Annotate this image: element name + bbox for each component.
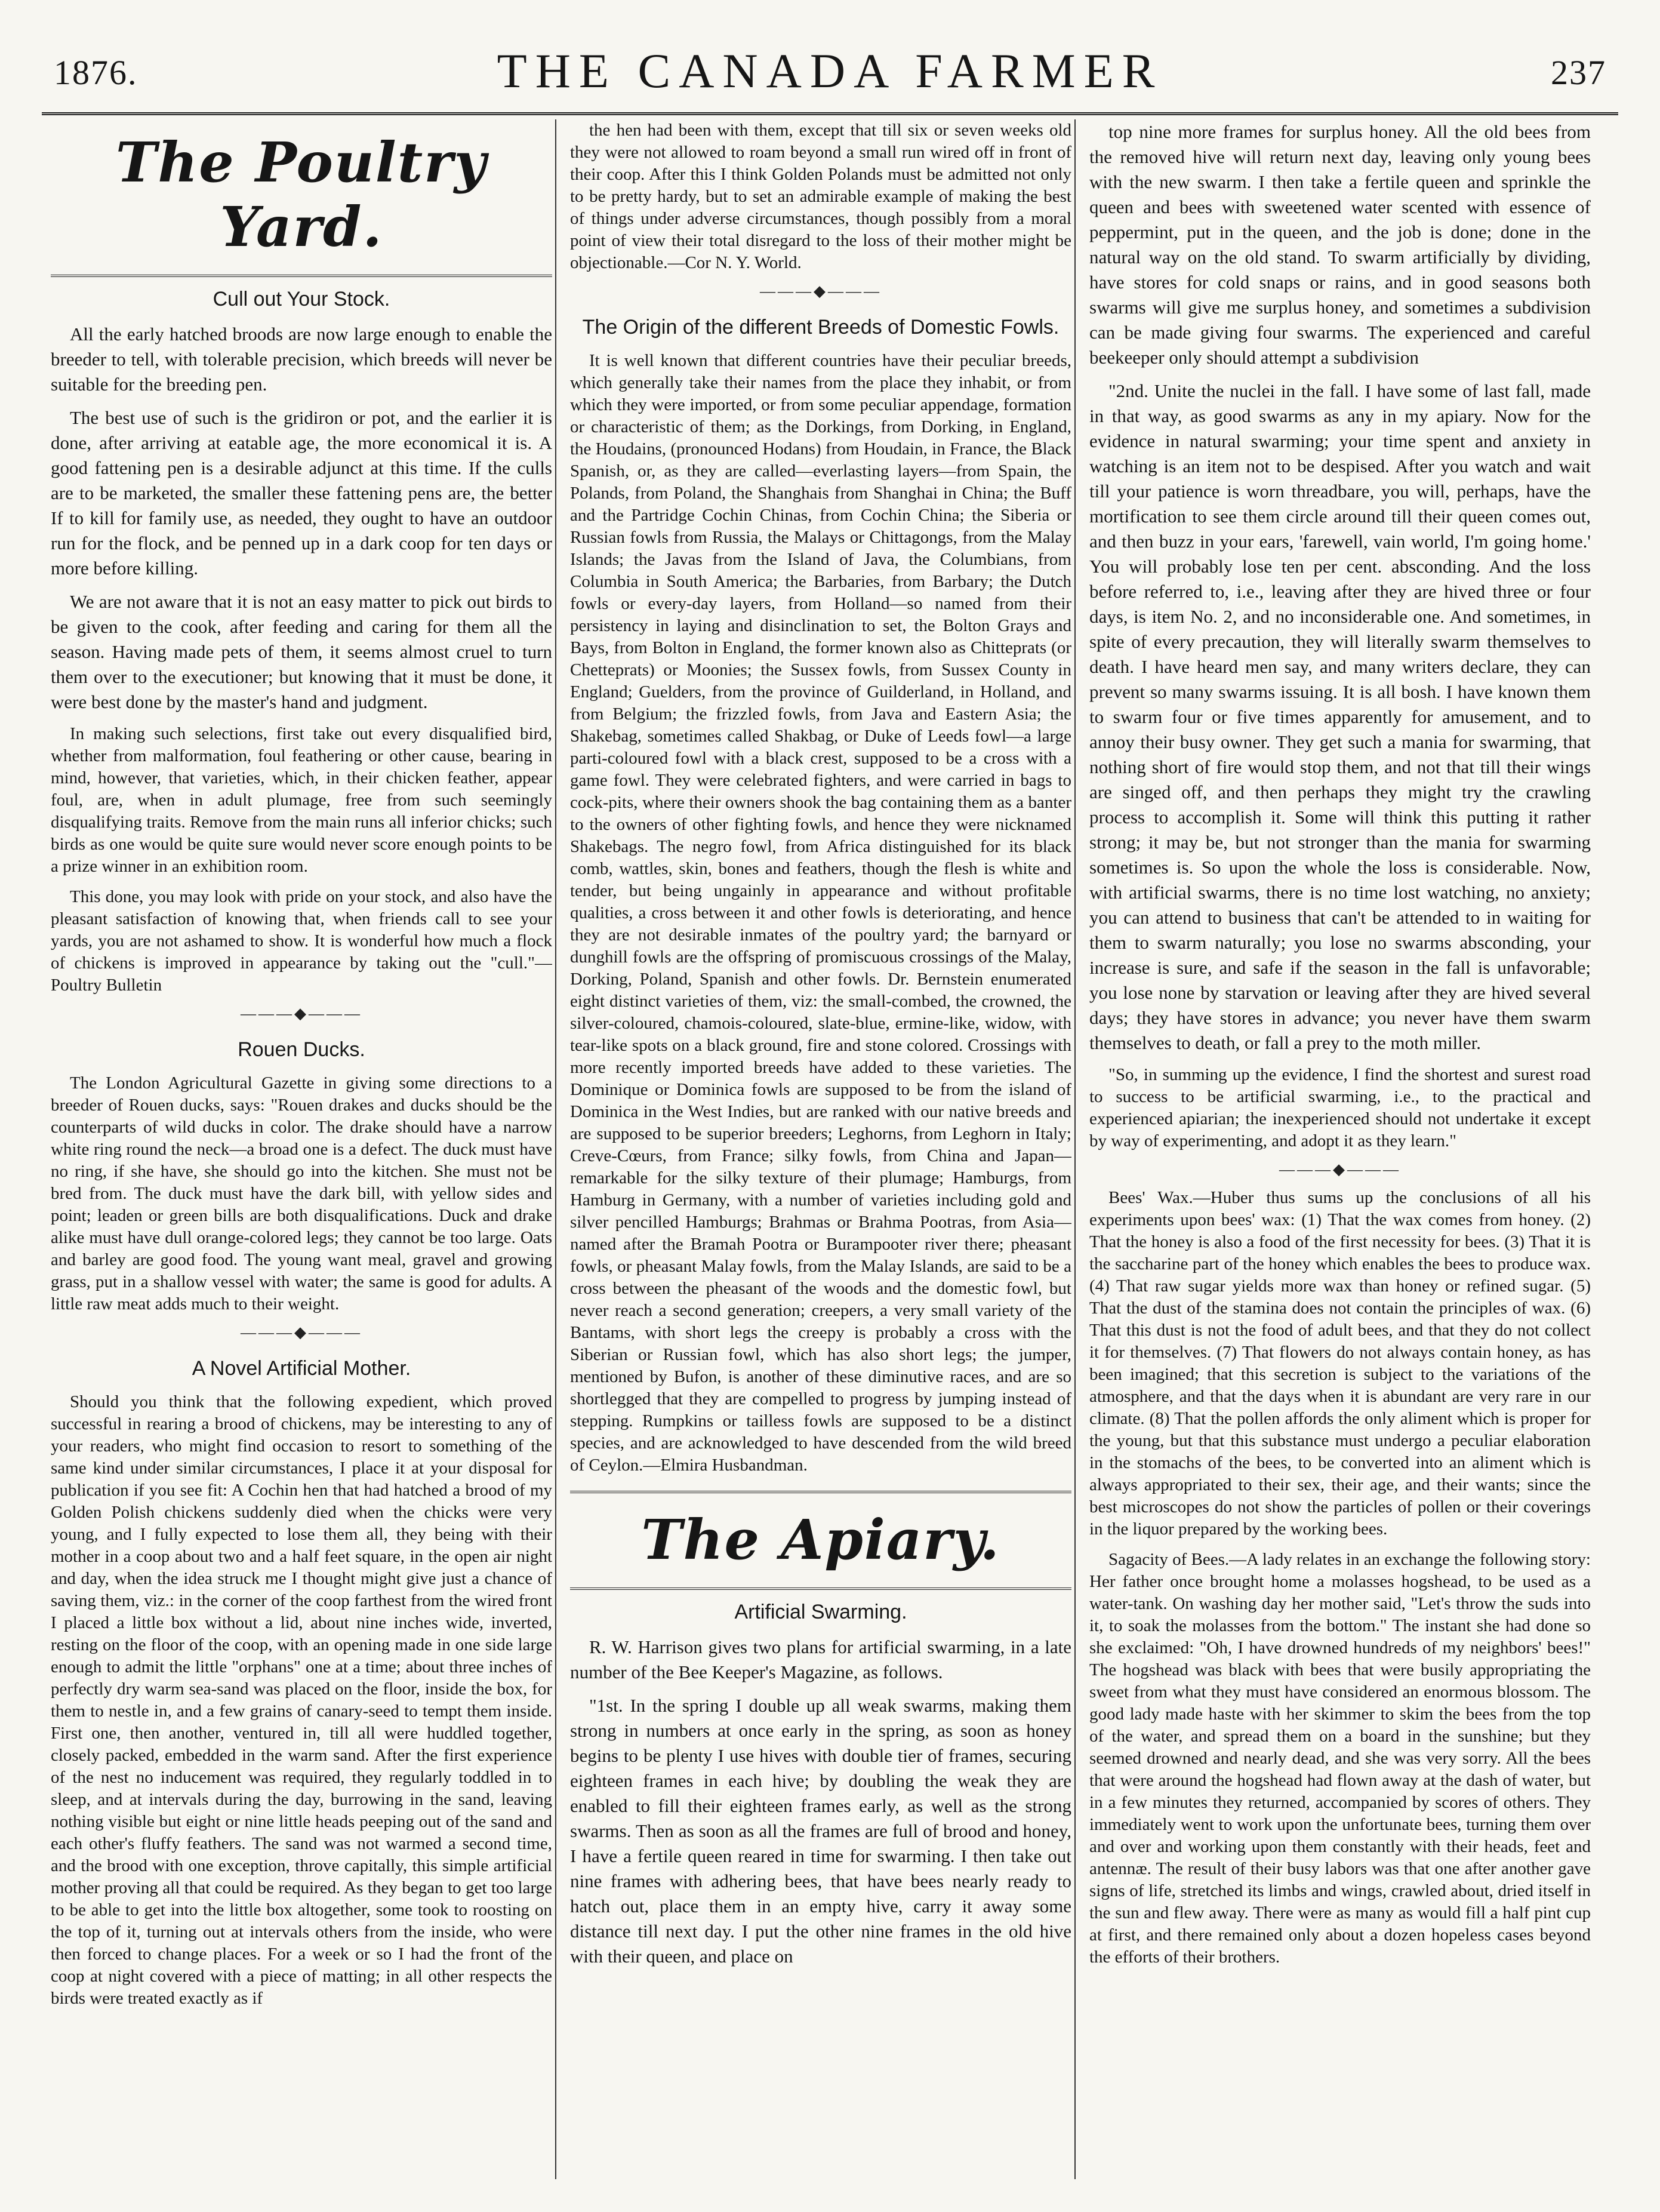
article-title-rouen-ducks: Rouen Ducks.	[238, 1038, 365, 1061]
paragraph-bees-wax: Bees' Wax.—Huber thus sums up the conclusions of all his experiments upon bees' wax: (1) That the wax comes from honey. (2) That the honey is also a food of the first necessity for bees. (3) That it is the saccharine part of the honey which enables the bees to produce wax. (4) That raw sugar yields more wax than honey or refined sugar. (5) That the dust of the stamina does not contain the principles of wax. (6) That this dust is not the food of adult bees, and that they do not collect it for themselves. (7) That flowers do not always contain honey, as has been imagined; that this secretion is subject to the variations of the atmosphere, and that the days when it is abundant are very rare in our climate. (8) That the pollen affords the only aliment which is proper for the young, but that this substance must undergo a peculiar elaboration in the stomachs of the bees, to be converted into an aliment which is always appropriated to their sex, their age, and their wants; since the best microscopes do not show the particles of pollen or their coverings in the liquor prepared by the working bees.	[1089, 1188, 1591, 1539]
paragraph: It is well known that different countries have their peculiar breeds, which generally take their names from the place they inhabit, or from which they were imported, or from some peculiar appendage, formation or characteristic of them; as the Dorkings, from Dorking, in England, the Houdains, (pronounced Hodans) from Houdain, in France, the Black Spanish, or, as they are called—everlasting layers—from Spain, the Polands, from Poland, the Shanghais from Shanghai in China; the Buff and the Partridge Cochin Chinas, from Cochin China; the Siberia or Russian fowls from Russia, the Malays or Chittagongs, from the Malay Islands; the Javas from the Island of Java, the Columbians, from Columbia in South America; the Barbaries, from Barbary; the Dutch fowls or every-day layers, from Holland—so named from their persistency in laying and disinclination to set, the Bolton Grays and Bays, from Bolton in England, the former known also as Chitteprats (or Chetteprats) or Moonies; the Sussex fowls, from Sussex County in England; Guelders, from the province of Guilderland, in Holland, and from Belgium; the frizzled fowls, from Java and Eastern Asia; the Shakebag, sometimes called Shakbag, or Duke of Leeds fowl—a large parti-coloured fowl with a black crest, supposed to be a cross with a game fowl. They were celebrated fighters, and were carried in bags to cock-pits, where their owners shook the bag containing them as a banter to the owners of other fighting fowls, and hence they were nicknamed Shakebags. The negro fowl, from Africa distinguished for its black comb, wattles, skin, bones and feathers, though the flesh is white and tender, but being ungainly in appearance and without profitable qualities, a cross between it and other fowls is deteriorating, and hence they are not desirable inmates of the poultry yard; the barnyard or dunghill fowls are the offspring of promiscuous crossings of the Malay, Dorking, Poland, Spanish and other fowls. Dr. Bernstein enumerated eight distinct varieties of them, viz: the small-combed, the crowned, the silver-coloured, chamois-coloured, slate-blue, ermine-like, widow, with tear-like spots on a black ground, fire and stone colored. Crossings with more recently imported breeds have added to these varieties. The Dominique or Dominica fowls are supposed to be from the island of Dominica in the West Indies, but are ranked with our native breeds and are supposed to be superior breeders; Leghorns, from Leghorn in Italy; Creve-Cœurs, from France; silky fowls, from China and Japan—remarkable for the silky texture of their plumage; Hamburgs, from Hamburg in Germany, with a number of varieties including gold and silver pencilled Hamburgs; Brahmas or Brahma Pootras, from Asia—named after the Bramah Pootra or Burampooter river there; pheasant fowls, or pheasant Malay fowls, from the Malay Islands, are said to be a cross between the pheasant of the woods and the domestic fowl, but never reach a second generation; creepers, a very small variety of the Bantams, with short legs the creepy is probably a cross with the Siberian or Russian fowl, which has also short legs; the jumper, mentioned by Bufon, is another of these diminutive races, and are so shortlegged that they are compelled to progress by jumping instead of stepping. Rumpkins or tailless fowls are supposed to be a distinct species, and are acknowledged to have descended from the wild breed of Ceylon.—Elmira Husbandman.	[570, 351, 1071, 1475]
paragraph: This done, you may look with pride on your stock, and also have the pleasant satisfaction of knowing that, when friends call to see your yards, you are not ashamed to show. It is wonderful how much a flock of chickens is improved in appearance by taking out the "cull."—Poultry Bulletin	[51, 887, 552, 995]
column-divider	[1074, 119, 1076, 2179]
masthead-page-number: 237	[1551, 53, 1606, 92]
article-title-origin-breeds: The Origin of the different Breeds of Domestic Fowls.	[582, 316, 1060, 339]
section-ornament: ———◆———	[241, 1324, 362, 1341]
paragraph: R. W. Harrison gives two plans for artificial swarming, in a late number of the Bee Keeper's Magazine, as follows.	[570, 1636, 1071, 1682]
paragraph: The best use of such is the gridiron or pot, and the earlier it is done, after arriving at eatable age, the more economical it is. A good fattening pen is a desirable adjunct at this time. If the culls are to be marketed, the smaller these fattening pens are, the better If to kill for family use, as needed, they ought to have an outdoor run for the flock, and be penned up in a dark coop for ten days or more before killing.	[51, 407, 552, 579]
paragraph: "1st. In the spring I double up all weak swarms, making them strong in numbers at once early in the spring, as soon as honey begins to be plenty I use hives with double tier of frames, securing eighteen frames in each hive; by doubling the weak they are enabled to fill their eighteen frames early, as well as the strong swarms. Then as soon as all the frames are full of brood and honey, I have a fertile queen reared in time for swarming. I then take out nine frames with adhering bees, that have bees nearly ready to hatch out, place them in an empty hive, carry it away some distance till next day. I put the other nine frames in the old hive with their queen, and place on	[570, 1695, 1071, 1967]
section-ornament: ———◆———	[1279, 1161, 1401, 1178]
column-1	[51, 119, 552, 2179]
paragraph: "So, in summing up the evidence, I find the shortest and surest road to success to be artificial swarming, i.e., to the practical and experienced apiarian; the inexperienced should not undertake it except by way of experimenting, and adopt it as they learn."	[1089, 1065, 1591, 1150]
masthead-rule	[42, 112, 1618, 115]
column-divider	[555, 119, 556, 2179]
apiary-banner: The Apiary.	[570, 1497, 1071, 1590]
article-title-artificial-swarming: Artificial Swarming.	[734, 1601, 907, 1623]
paragraph: top nine more frames for surplus honey. All the old bees from the removed hive will return next day, leaving only young bees with the new swarm. I then take a fertile queen and sprinkle the queen and bees with sweetened water scented with essence of peppermint, put in the queen, and the job is done; done in the natural way on the old stand. To swarm artificially by dividing, have stores for cold snaps or rains, and in good seasons both swarms will give me surplus honey, and sometimes a subdivision can be made giving four swarms. The experienced and careful beekeeper only should attempt a subdivision	[1089, 121, 1591, 368]
masthead	[42, 0, 1618, 113]
article-title-cull-stock: Cull out Your Stock.	[212, 288, 390, 310]
paragraph: Should you think that the following expedient, which proved successful in rearing a brood of chickens, may be interesting to any of your readers, who might find occasion to resort to something of the same kind under similar circumstances, I place it at your disposal for publication if you see fit: A Cochin hen that had hatched a brood of my Golden Polish chickens suddenly died when the chicks were very young, and I fully expected to lose them all, they being with their mother in a coop about two and a half feet square, in the open air night and day, when the idea struck me I thought might give just a chance of saving them, viz.: in the corner of the coop farthest from the wired front I placed a little box without a lid, about nine inches wide, inverted, resting on the floor of the coop, with an opening made in one side large enough to admit the little "orphans" one at a time; about three inches of perfectly dry warm sea-sand was placed on the floor, inside the box, for them to nestle in, and a few grains of canary-seed to tempt them inside. First one, then another, ventured in, till all were huddled together, closely packed, embedded in the warm sand. After the first experience of the nest no inducement was required, they regularly toddled in to sleep, and at intervals during the day, burrowing in the sand, leaving nothing visible but eight or nine little heads peeping out of the sand and each other's fluffy feathers. The sand was not warmed a second time, and the brood with one exception, throve capitally, this simple artificial mother proving all that could be required. As they began to get too large to be able to get into the little box altogether, some took to roosting on the top of it, turning out at intervals others from the inside, who were then forced to change places. For a week or so I had the front of the coop at night covered with a piece of matting; in all other respects the birds were treated exactly as if	[51, 1392, 552, 2008]
section-ornament: ———◆———	[241, 1005, 362, 1022]
paragraph: We are not aware that it is not an easy matter to pick out birds to be given to the cook, after feeding and caring for them all the season. Having made pets of them, it seems almost cruel to turn them over to the executioner; but knowing that it must be done, it were best done by the master's hand and judgment.	[51, 591, 552, 712]
article-title-artificial-mother: A Novel Artificial Mother.	[192, 1357, 411, 1380]
paragraph: the hen had been with them, except that till six or seven weeks old they were not allowed to roam beyond a small run wired off in front of their coop. After this I think Golden Polands must be admitted not only to be pretty hardy, but to set an admirable example of making the best of things under adverse circumstances, though possibly from a moral point of view their total disregard to the loss of their mother might be objectionable.—Cor N. Y. World.	[570, 121, 1071, 272]
paragraph: "2nd. Unite the nuclei in the fall. I have some of last fall, made in that way, as good swarms as any in my apiary. Now for the evidence in natural swarming; your time spent and anxiety in watching is an item not to be despised. After you watch and wait till your patience is worn threadbare, you will, perhaps, have the mortification to see them circle around till their queen comes out, and then buzz in your ears, 'farewell, vain world, I'm going home.' You will probably lose ten per cent. absconding. And the loss before referred to, i.e., leaving after they are hived three or four days, is item No. 2, and no inconsiderable one. And sometimes, in spite of every precaution, they will literally swarm themselves to death. I have heard men say, and many writers declare, they can prevent so many swarms issuing. It is all bosh. I have known them to swarm four or five times apparently for amusement, and to annoy their busy owner. They get such a mania for swarming, that nothing short of fire would stop them, and not that till their wings are singed off, and then perhaps they might try the crawling process to accomplish it. Some will think this putting it rather strong; it may be, but not stronger than the mania for swarming sometimes is. So upon the whole the loss is considerable. Now, with artificial swarms, there is no time lost watching, no anxiety; you can attend to business that can't be attended to in waiting for them to swarm naturally; you lose no swarms absconding, your increase is sure, and safe if the season in the fall is unfavorable; you lose none by starvation or leaving after they are hived several days; they have stores in advance; you never have them swarm themselves to death, or fall a prey to the moth miller.	[1089, 380, 1591, 1053]
section-rule	[570, 1491, 1071, 1493]
masthead-title: THE CANADA FARMER	[497, 44, 1163, 98]
poultry-yard-banner: The Poultry Yard.	[51, 119, 552, 277]
masthead-year: 1876.	[54, 53, 138, 92]
column-3	[1089, 119, 1591, 2179]
paragraph: The London Agricultural Gazette in giving some directions to a breeder of Rouen ducks, says: "Rouen drakes and ducks should be the counterparts of wild ducks in color. The drake should have a narrow white ring round the neck—a broad one is a defect. The duck must have no ring, if she have, she should go into the kitchen. She must not be bred from. The duck must have the dark bill, with yellow sides and point; leaden or green bills are both disqualifications. Duck and drake alike must have dull orange-colored legs; they cannot be too large. Oats and barley are good food. The young want meal, gravel and growing grass, put in a shallow vessel with water; the same is good for adults. A little raw meat adds much to their weight.	[51, 1073, 552, 1313]
column-2	[570, 119, 1071, 2179]
paragraph: All the early hatched broods are now large enough to enable the breeder to tell, with tolerable precision, which breeds will never be suitable for the breeding pen.	[51, 324, 552, 395]
section-ornament: ———◆———	[760, 282, 882, 300]
paragraph: In making such selections, first take out every disqualified bird, whether from malformation, foul feathering or other cause, bearing in mind, however, that varieties, which, in their chicken feather, appear foul, are, when in adult plumage, free from such seemingly disqualifying traits. Remove from the main runs all inferior chicks; such birds as one would be quite sure would never score enough points to be a prize winner in an exhibition room.	[51, 724, 552, 876]
paragraph-sagacity-of-bees: Sagacity of Bees.—A lady relates in an exchange the following story: Her father once brought home a molasses hogshead, to be used as a water-tank. On washing day her mother said, "Let's throw the suds into it, to soak the molasses from the bottom." The instant she had done so she exclaimed: "Oh, I have drowned hundreds of my neighbors' bees!" The hogshead was black with bees that were busily appropriating the sweet from what they must have considered an enormous blossom. The good lady made haste with her skimmer to skim the bees from the top of the water, and spread them on a board in the sunshine; but they seemed drowned and nearly dead, and she was very sorry. All the bees that were around the hogshead had flown away at the dash of water, but in a few minutes they returned, accompanied by scores of others. They immediately went to work upon the unfortunate bees, turning them over and over and working upon them constantly with their heads, feet and antennæ. The result of their busy labors was that one after another gave signs of life, stretched its limbs and wings, crawled about, dried itself in the sun and flew away. There were as many as would fill a half pint cup at first, and there remained only about a dozen hopeless cases beyond the efforts of their brothers.	[1089, 1550, 1591, 1967]
